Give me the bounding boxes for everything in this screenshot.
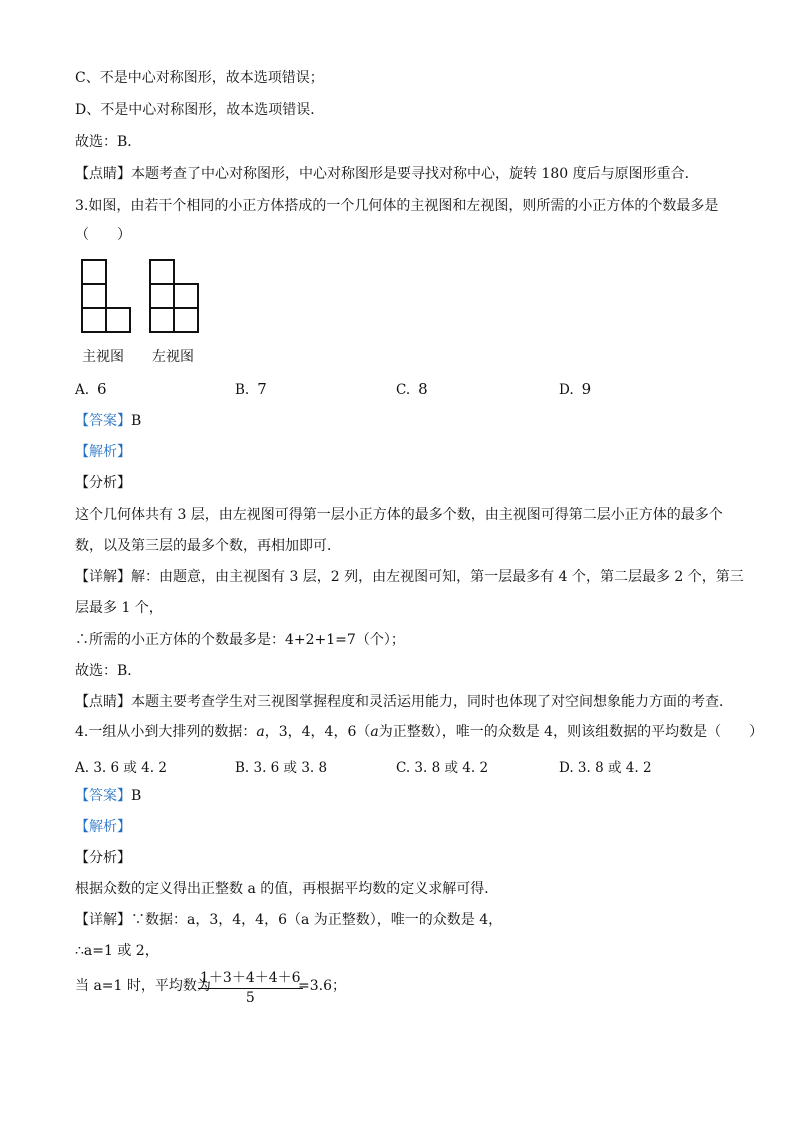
text-line: 层最多 1 个， xyxy=(75,600,163,616)
text-line: C、不是中心对称图形，故本选项错误； xyxy=(75,70,324,86)
option-b: B. 7 xyxy=(235,380,267,398)
text-line: 数，以及第三层的最多个数，再相加即可． xyxy=(75,538,341,554)
left-view-cube xyxy=(150,308,174,332)
fenxi-tag: 【分析】 xyxy=(75,475,131,491)
option-d: D. 3. 8 或 4. 2 xyxy=(559,760,652,776)
left-view-cube xyxy=(174,308,198,332)
front-view-cube xyxy=(106,308,130,332)
left-view-cube xyxy=(174,284,198,308)
text-line: ∴所需的小正方体的个数最多是：4+2+1=7（个）； xyxy=(75,632,405,648)
average-fraction xyxy=(198,967,303,1006)
option-b: B. 3. 6 或 3. 8 xyxy=(235,760,328,776)
answer-value: B xyxy=(131,788,142,804)
option-a: A. 6 xyxy=(75,380,107,398)
text-line: 故选：B． xyxy=(75,663,142,679)
text-line: 【点睛】本题主要考查学生对三视图掌握程度和灵活运用能力，同时也体现了对空间想象能力方面的考查． xyxy=(75,694,733,710)
front-view-cube xyxy=(82,260,106,284)
question-3-options xyxy=(75,380,735,400)
left-view-cube xyxy=(150,260,174,284)
text-line: D、不是中心对称图形，故本选项错误． xyxy=(75,102,325,118)
answer-line xyxy=(75,786,141,806)
left-view-label: 左视图 xyxy=(152,349,194,365)
front-view-label: 主视图 xyxy=(82,349,124,365)
analysis-tag: 【解析】 xyxy=(75,819,131,835)
variable-a: a xyxy=(256,724,265,740)
question-3-text: 3.如图，由若干个相同的小正方体搭成的一个几何体的主视图和左视图，则所需的小正方体的个数最多是 xyxy=(75,198,719,214)
front-view-drawing xyxy=(82,260,130,332)
fraction-denominator: 5 xyxy=(245,990,255,1006)
dianjing-tag: 【点睛】 xyxy=(75,166,131,182)
answer-tag: 【答案】 xyxy=(75,413,131,429)
option-c: C. 8 xyxy=(396,380,428,398)
question-4-text: 4.一组从小到大排列的数据：a，3，4，4，6（a为正整数），唯一的众数是 4，则该组数据的平均数是（ ） xyxy=(75,724,764,740)
text-line: ∴a=1 或 2， xyxy=(75,943,159,959)
question-4-options xyxy=(75,756,735,776)
front-view-cube xyxy=(82,284,106,308)
text-line: =3.6； xyxy=(298,978,346,994)
dianjing-text: 本题考查了中心对称图形，中心对称图形是要寻找对称中心，旋转 180 度后与原图形重合． xyxy=(131,166,699,182)
variable-a: a xyxy=(370,724,379,740)
option-d: D. 9 xyxy=(559,380,592,398)
answer-tag: 【答案】 xyxy=(75,788,131,804)
option-c: C. 3. 8 或 4. 2 xyxy=(396,760,489,776)
text-line: 故选：B． xyxy=(75,134,142,150)
analysis-tag: 【解析】 xyxy=(75,444,131,460)
text-line: 【详解】∵数据：a，3，4，4，6（a 为正整数），唯一的众数是 4， xyxy=(75,912,503,928)
answer-line xyxy=(75,411,141,431)
text-line: 当 a=1 时，平均数为 xyxy=(75,978,211,994)
three-view-figure xyxy=(80,258,210,338)
option-a: A. 3. 6 或 4. 2 xyxy=(75,760,167,776)
left-view-drawing xyxy=(150,260,198,332)
dianjing-line xyxy=(75,164,699,184)
text-line: 【详解】解：由题意，由主视图有 3 层，2 列，由左视图可知，第一层最多有 4 个，第二层最多 2 个，第三 xyxy=(75,569,744,585)
text-line: 这个几何体共有 3 层，由左视图可得第一层小正方体的最多个数，由主视图可得第二层小正方体的最多个 xyxy=(75,507,723,523)
left-view-cube xyxy=(150,284,174,308)
question-3-paren: （ ） xyxy=(75,227,131,243)
text-line: 根据众数的定义得出正整数 a 的值，再根据平均数的定义求解可得． xyxy=(75,881,499,897)
front-view-cube xyxy=(82,308,106,332)
answer-value: B xyxy=(131,413,142,429)
fraction-numerator: 1＋3＋4＋4＋6 xyxy=(198,967,303,989)
fenxi-tag: 【分析】 xyxy=(75,850,131,866)
